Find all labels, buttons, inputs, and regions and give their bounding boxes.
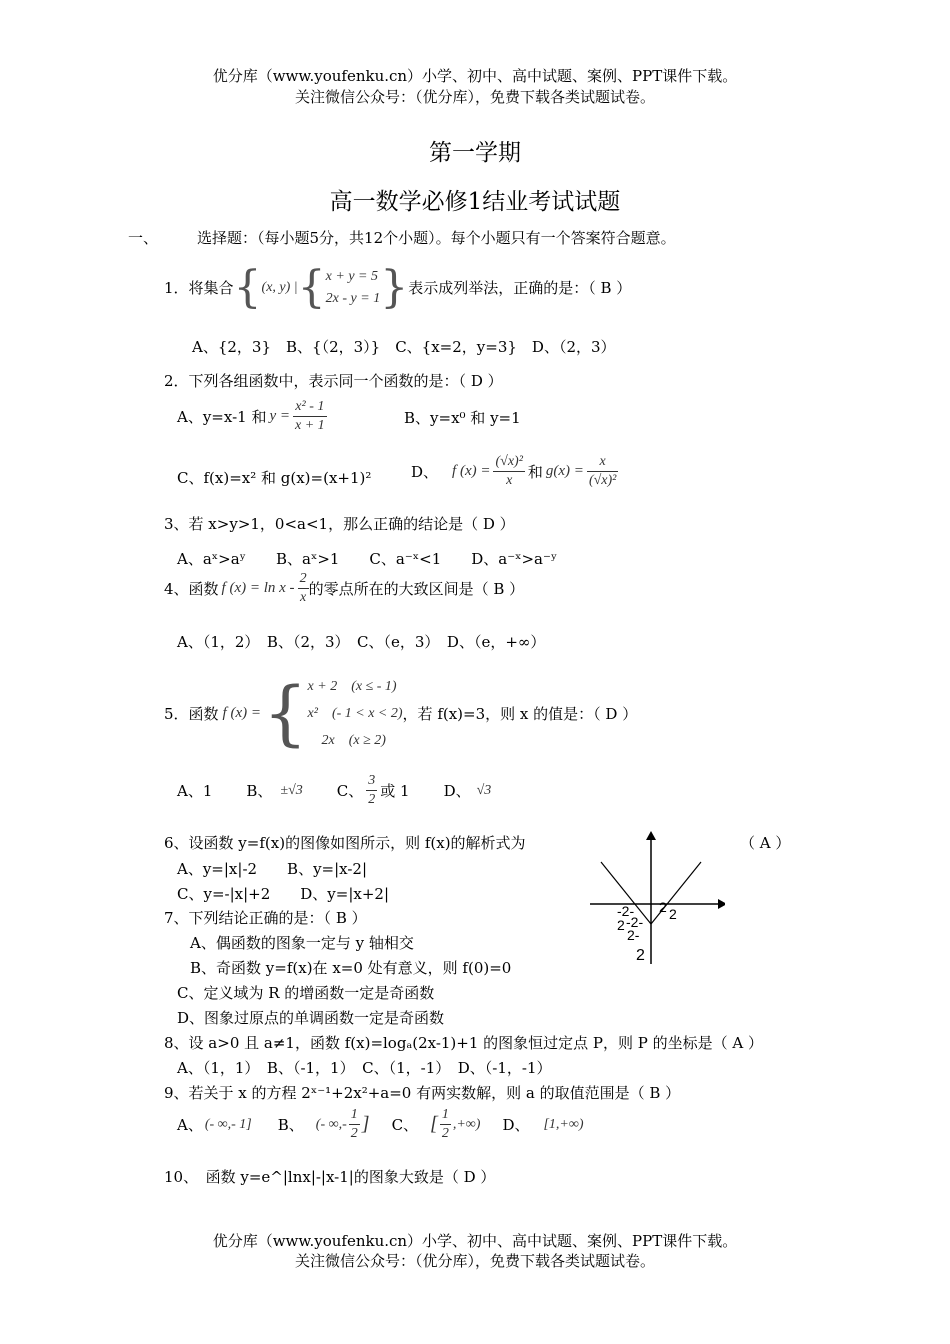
q5-opt-b-val: ±√3 [280,782,303,798]
question-1 [164,262,631,313]
q10-stem: 10、 函数 y=e^|lnx|-|x-1|的图象大致是（ D ） [164,1168,496,1186]
q6-graph-label-7: 2 [636,947,645,964]
footer-line-1: 优分库（www.youfenku.cn）小学、初中、高中试题、案例、PPT课件下载。 [212,1232,738,1250]
q9-opt-b-left: (- ∞,- [315,1116,347,1132]
q2-d-num-1: (√x)² [493,453,524,472]
q2-d-and: 和 [527,463,543,482]
footer-line-2: 关注微信公众号：（优分库），免费下载各类试题试卷。 [294,1252,655,1270]
q4-fraction [298,570,309,607]
q2-option-b: B、y=x⁰ 和 y=1 [404,409,521,427]
q9-opt-c-right: ,+∞) [452,1116,481,1132]
question-5 [164,672,637,754]
header-line-1: 优分库（www.youfenku.cn）小学、初中、高中试题、案例、PPT课件下载。 [212,67,738,85]
q6-graph-label-3: 2 [669,906,677,922]
q6-options-line-1: A、y=|x|-2 B、y=|x-2| [177,860,368,878]
question-4 [164,570,524,607]
q2-stem: 2．下列各组函数中，表示同一个函数的是：（ D ） [164,372,503,390]
q1-options: A、{2，3} B、{（2，3）} C、{x=2，y=3} D、（2，3） [192,338,616,356]
q6-y-arrow [646,831,656,840]
q6-x-arrow [718,899,725,909]
q2-option-a [177,398,327,435]
q4-numerator: 2 [298,570,309,589]
q5-cases [308,673,403,754]
q5-brace: { [262,672,308,754]
section-number: 一、 [128,229,159,247]
q9-opt-a-val: (- ∞,- 1] [204,1116,252,1132]
q1-system [326,266,381,310]
q2-a-denominator: x + 1 [294,418,325,434]
q5-opt-c-tail: 或 1 [380,782,410,801]
q9-stem: 9、若关于 x 的方程 2ˣ⁻¹+2x²+a=0 有两实数解，则 a 的取值范围是（ B ） [164,1084,681,1102]
q7-option-c: C、定义域为 R 的增函数一定是奇函数 [177,984,435,1002]
q6-options-line-2: C、y=-|x|+2 D、y=|x+2| [177,885,390,903]
q2-a-numerator: x² - 1 [293,398,327,417]
q2-d-den-2: (√x)² [588,473,617,489]
q9-opt-c: C、 [391,1116,419,1135]
q5-case-2: x² (- 1 < x < 2) [307,705,403,721]
q7-option-b: B、奇函数 y=f(x)在 x=0 处有意义，则 f(0)=0 [190,959,512,977]
q1-eq2: 2x - y = 1 [325,290,381,306]
q5-opt-c-fraction [366,772,377,809]
q5-options [177,772,491,809]
q6-graph-label-1: -2- [617,903,635,919]
q1-outer-brace-left: { [233,262,262,313]
q1-set-left: (x, y) | [261,279,298,295]
q5-case-1: x + 2 (x ≤ - 1) [307,678,397,694]
q1-suffix: 表示成列举法，正确的是：（ B ） [408,279,632,297]
q9-opt-d-val: [1,+∞) [543,1116,584,1132]
header-line-2: 关注微信公众号：（优分库），免费下载各类试题试卷。 [294,88,655,106]
q4-prefix: 4、函数 [164,580,219,599]
q4-func: f (x) = ln x - [221,580,295,597]
q5-opt-c: C、 [336,782,364,801]
exam-title: 高一数学必修1结业考试试题 [329,189,621,215]
q6-graph-label-5: 2 [617,917,625,933]
q2-d-den-1: x [506,473,513,489]
q6-graph-label-2: 2 [659,899,667,915]
q2-a-y: y = [269,408,290,425]
q2-d-g: g(x) = [545,463,584,480]
q6-stem: 6、设函数 y=f(x)的图像如图所示，则 f(x)的解析式为 [164,834,526,852]
q9-opt-c-den: 2 [441,1126,449,1142]
q1-inner-brace: { [297,262,326,313]
q5-func: f (x) = [222,704,261,721]
q5-case-3: 2x (x ≥ 2) [321,732,386,748]
q5-opt-c-den: 2 [368,792,376,808]
q4-denominator: x [299,590,307,606]
section-heading: 选择题：（每小题5分，共12个小题）。每个小题只有一个答案符合题意。 [197,229,676,247]
q9-opt-b: B、 [277,1116,304,1135]
q8-options: A、（1，1） B、（-1，1） C、（1，-1） D、（-1，-1） [177,1059,552,1077]
q5-opt-b: B、 [246,782,273,801]
q7-option-d: D、图象过原点的单调函数一定是奇函数 [177,1009,445,1027]
q2-option-c: C、f(x)=x² 和 g(x)=(x+1)² [177,469,372,487]
q9-opt-c-left: [ [430,1113,438,1136]
q9-opt-b-fraction [349,1106,360,1143]
q5-opt-a: A、1 [177,782,213,801]
q5-prefix: 5．函数 [164,704,219,723]
q4-suffix: 的零点所在的大致区间是（ B ） [308,580,525,599]
q6-graph [585,826,725,966]
q5-opt-c-num: 3 [366,772,377,791]
q6-graph-label-4: -2- [626,914,644,930]
q1-prefix: 1．将集合 [164,279,234,297]
q8-stem: 8、设 a>0 且 a≠1，函数 f(x)=logₐ(2x-1)+1 的图象恒过定点 P，则 P 的坐标是（ A ） [164,1034,764,1052]
q2-d-fraction-1 [493,453,524,490]
q2-d-fraction-2 [587,453,618,490]
q9-opt-c-fraction [440,1106,451,1143]
q7-option-a: A、偶函数的图象一定与 y 轴相交 [190,934,414,952]
q6-answer: （ A ） [740,834,791,852]
q2-option-d [411,453,618,490]
q7-stem: 7、下列结论正确的是：（ B ） [164,909,367,927]
q3-stem: 3、若 x>y>1，0<a<1，那么正确的结论是（ D ） [164,515,515,533]
q2-a-text: A、y=x-1 和 [177,408,267,427]
q5-opt-d: D、 [443,782,471,801]
q1-outer-brace-right: } [380,262,409,313]
q9-opt-c-num: 1 [440,1106,451,1125]
q5-suffix: ，若 f(x)=3，则 x 的值是：（ D ） [402,704,638,723]
q2-a-fraction [293,398,327,435]
q9-options [177,1106,584,1143]
q3-options: A、aˣ>aʸ B、aˣ>1 C、a⁻ˣ<1 D、a⁻ˣ>a⁻ʸ [177,550,558,568]
q9-opt-a: A、 [177,1116,203,1135]
q4-options: A、（1，2） B、（2，3） C、（e，3） D、（e，+∞） [177,633,546,651]
q9-opt-b-right: ] [361,1113,370,1136]
q2-d-label: D、 [411,463,439,482]
q2-d-f: f (x) = [452,463,491,480]
q9-opt-d: D、 [502,1116,530,1135]
q2-d-num-2: x [587,453,618,472]
q5-opt-d-val: √3 [476,782,492,798]
q6-graph-label-6: 2- [627,927,640,943]
q9-opt-b-num: 1 [349,1106,360,1125]
term-title: 第一学期 [429,140,521,166]
q9-opt-b-den: 2 [350,1126,358,1142]
q1-eq1: x + y = 5 [325,268,378,284]
